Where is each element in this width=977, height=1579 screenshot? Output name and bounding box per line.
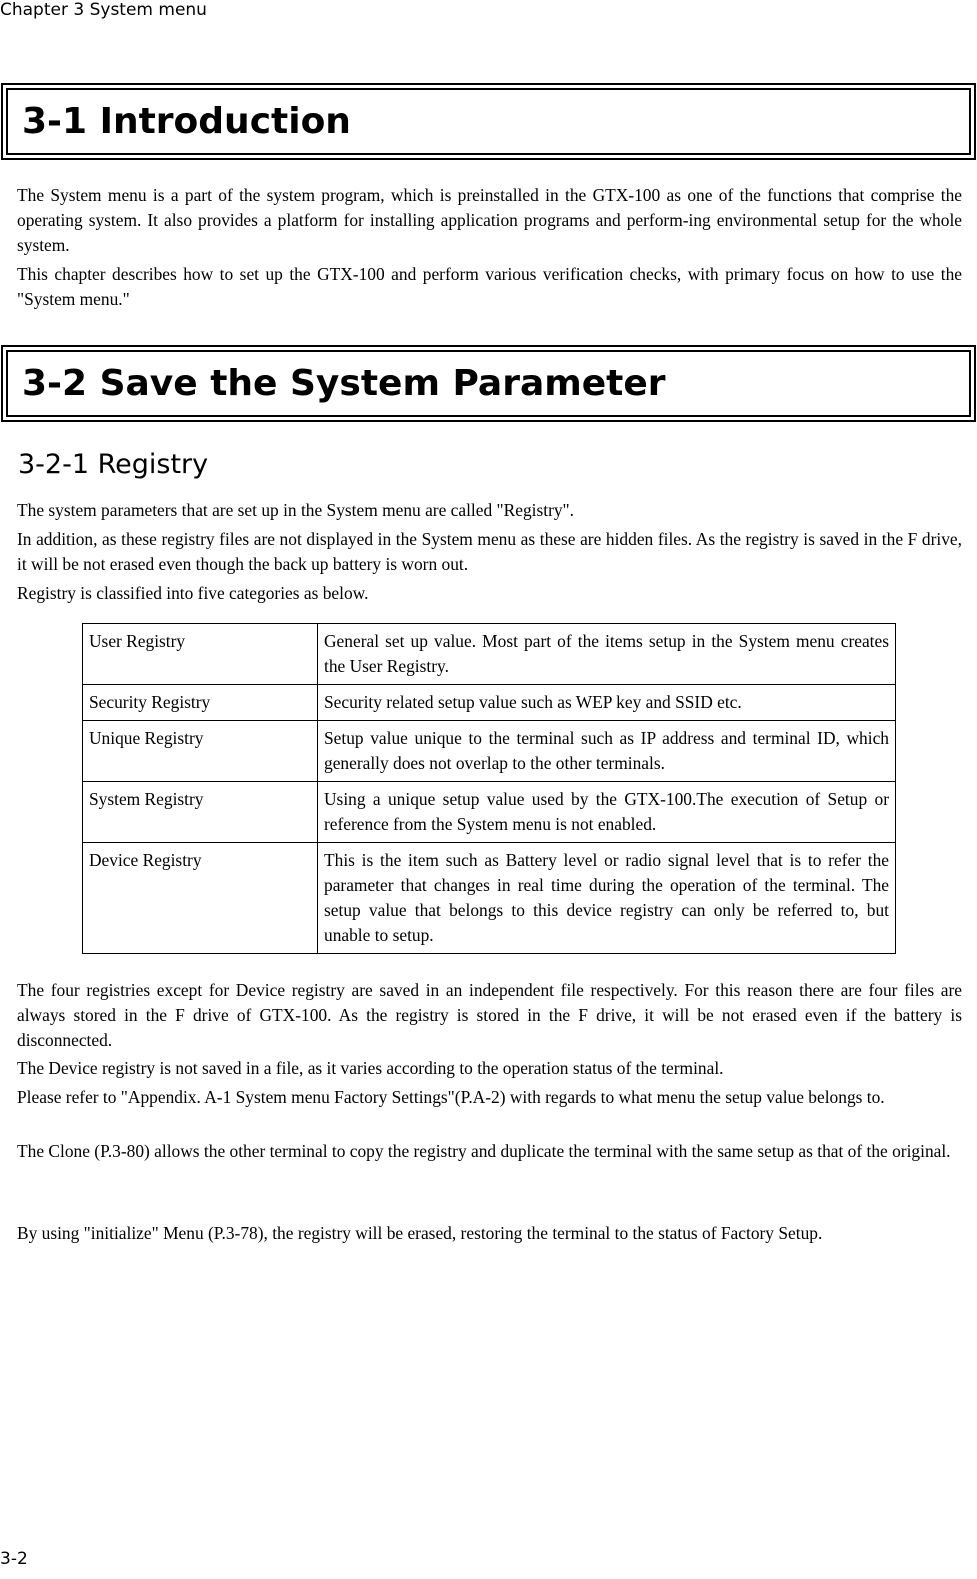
registry-name-cell: Unique Registry — [83, 721, 318, 782]
registry-note-paragraph-5: By using "initialize" Menu (P.3-78), the registry will be erased, restoring the terminal to the status of Factory Setup. — [17, 1223, 823, 1243]
registry-name-cell: System Registry — [83, 782, 318, 843]
running-header: Chapter 3 System menu — [0, 0, 207, 20]
registry-description-cell: Using a unique setup value used by the GTX-100.The execution of Setup or reference from the System menu is not enabled. — [318, 782, 896, 843]
registry-name-cell: User Registry — [83, 624, 318, 685]
page-number: 3-2 — [0, 1549, 28, 1569]
section-heading-save-system-parameter — [1, 345, 976, 422]
section-heading-introduction — [1, 83, 976, 160]
registry-intro-paragraph-3: Registry is classified into five categories as below. — [17, 583, 369, 603]
section-title: 3-2 Save the System Parameter — [22, 362, 666, 404]
table-row — [83, 782, 896, 843]
section-title: 3-1 Introduction — [22, 100, 351, 142]
registry-description-cell: Security related setup value such as WEP key and SSID etc. — [318, 685, 896, 721]
registry-name-cell: Security Registry — [83, 685, 318, 721]
table-row — [83, 843, 896, 954]
registry-intro-paragraph-2: In addition, as these registry files are not displayed in the System menu as these are hidden files. As the registry is saved in the F drive, it will be not erased even though the back up battery is worn out. — [17, 529, 962, 574]
registry-categories-table — [82, 623, 896, 954]
registry-description-cell: General set up value. Most part of the items setup in the System menu creates the User Registry. — [318, 624, 896, 685]
registry-intro-paragraph-1: The system parameters that are set up in the System menu are called "Registry". — [17, 500, 575, 520]
subsection-title-registry: 3-2-1 Registry — [18, 449, 209, 480]
table-row — [83, 685, 896, 721]
registry-name-cell: Device Registry — [83, 843, 318, 954]
intro-paragraph-2: This chapter describes how to set up the GTX-100 and perform various verification checks, with primary focus on how to use the "System menu." — [17, 264, 962, 309]
registry-note-paragraph-2: The Device registry is not saved in a file, as it varies according to the operation status of the terminal. — [17, 1058, 724, 1078]
table-row — [83, 721, 896, 782]
registry-description-cell: Setup value unique to the terminal such as IP address and terminal ID, which generally does not overlap to the other terminals. — [318, 721, 896, 782]
registry-note-paragraph-4: The Clone (P.3-80) allows the other terminal to copy the registry and duplicate the terminal with the same setup as that of the original. — [17, 1141, 951, 1161]
registry-note-paragraph-1: The four registries except for Device registry are saved in an independent file respectively. For this reason there are four files are always stored in the F drive of GTX-100. As the registry is stored in the F drive, it will be not erased even if the battery is disconnected. — [17, 980, 962, 1050]
table-row — [83, 624, 896, 685]
intro-paragraph-1: The System menu is a part of the system program, which is preinstalled in the GTX-100 as one of the functions that comprise the operating system. It also provides a platform for installing application programs and perform-ing environmental setup for the whole system. — [17, 185, 962, 255]
registry-note-paragraph-3: Please refer to "Appendix. A-1 System menu Factory Settings"(P.A-2) with regards to what menu the setup value belongs to. — [17, 1087, 885, 1107]
registry-description-cell: This is the item such as Battery level or radio signal level that is to refer the parameter that changes in real time during the operation of the terminal. The setup value that belongs to this device registry can only be referred to, but unable to setup. — [318, 843, 896, 954]
